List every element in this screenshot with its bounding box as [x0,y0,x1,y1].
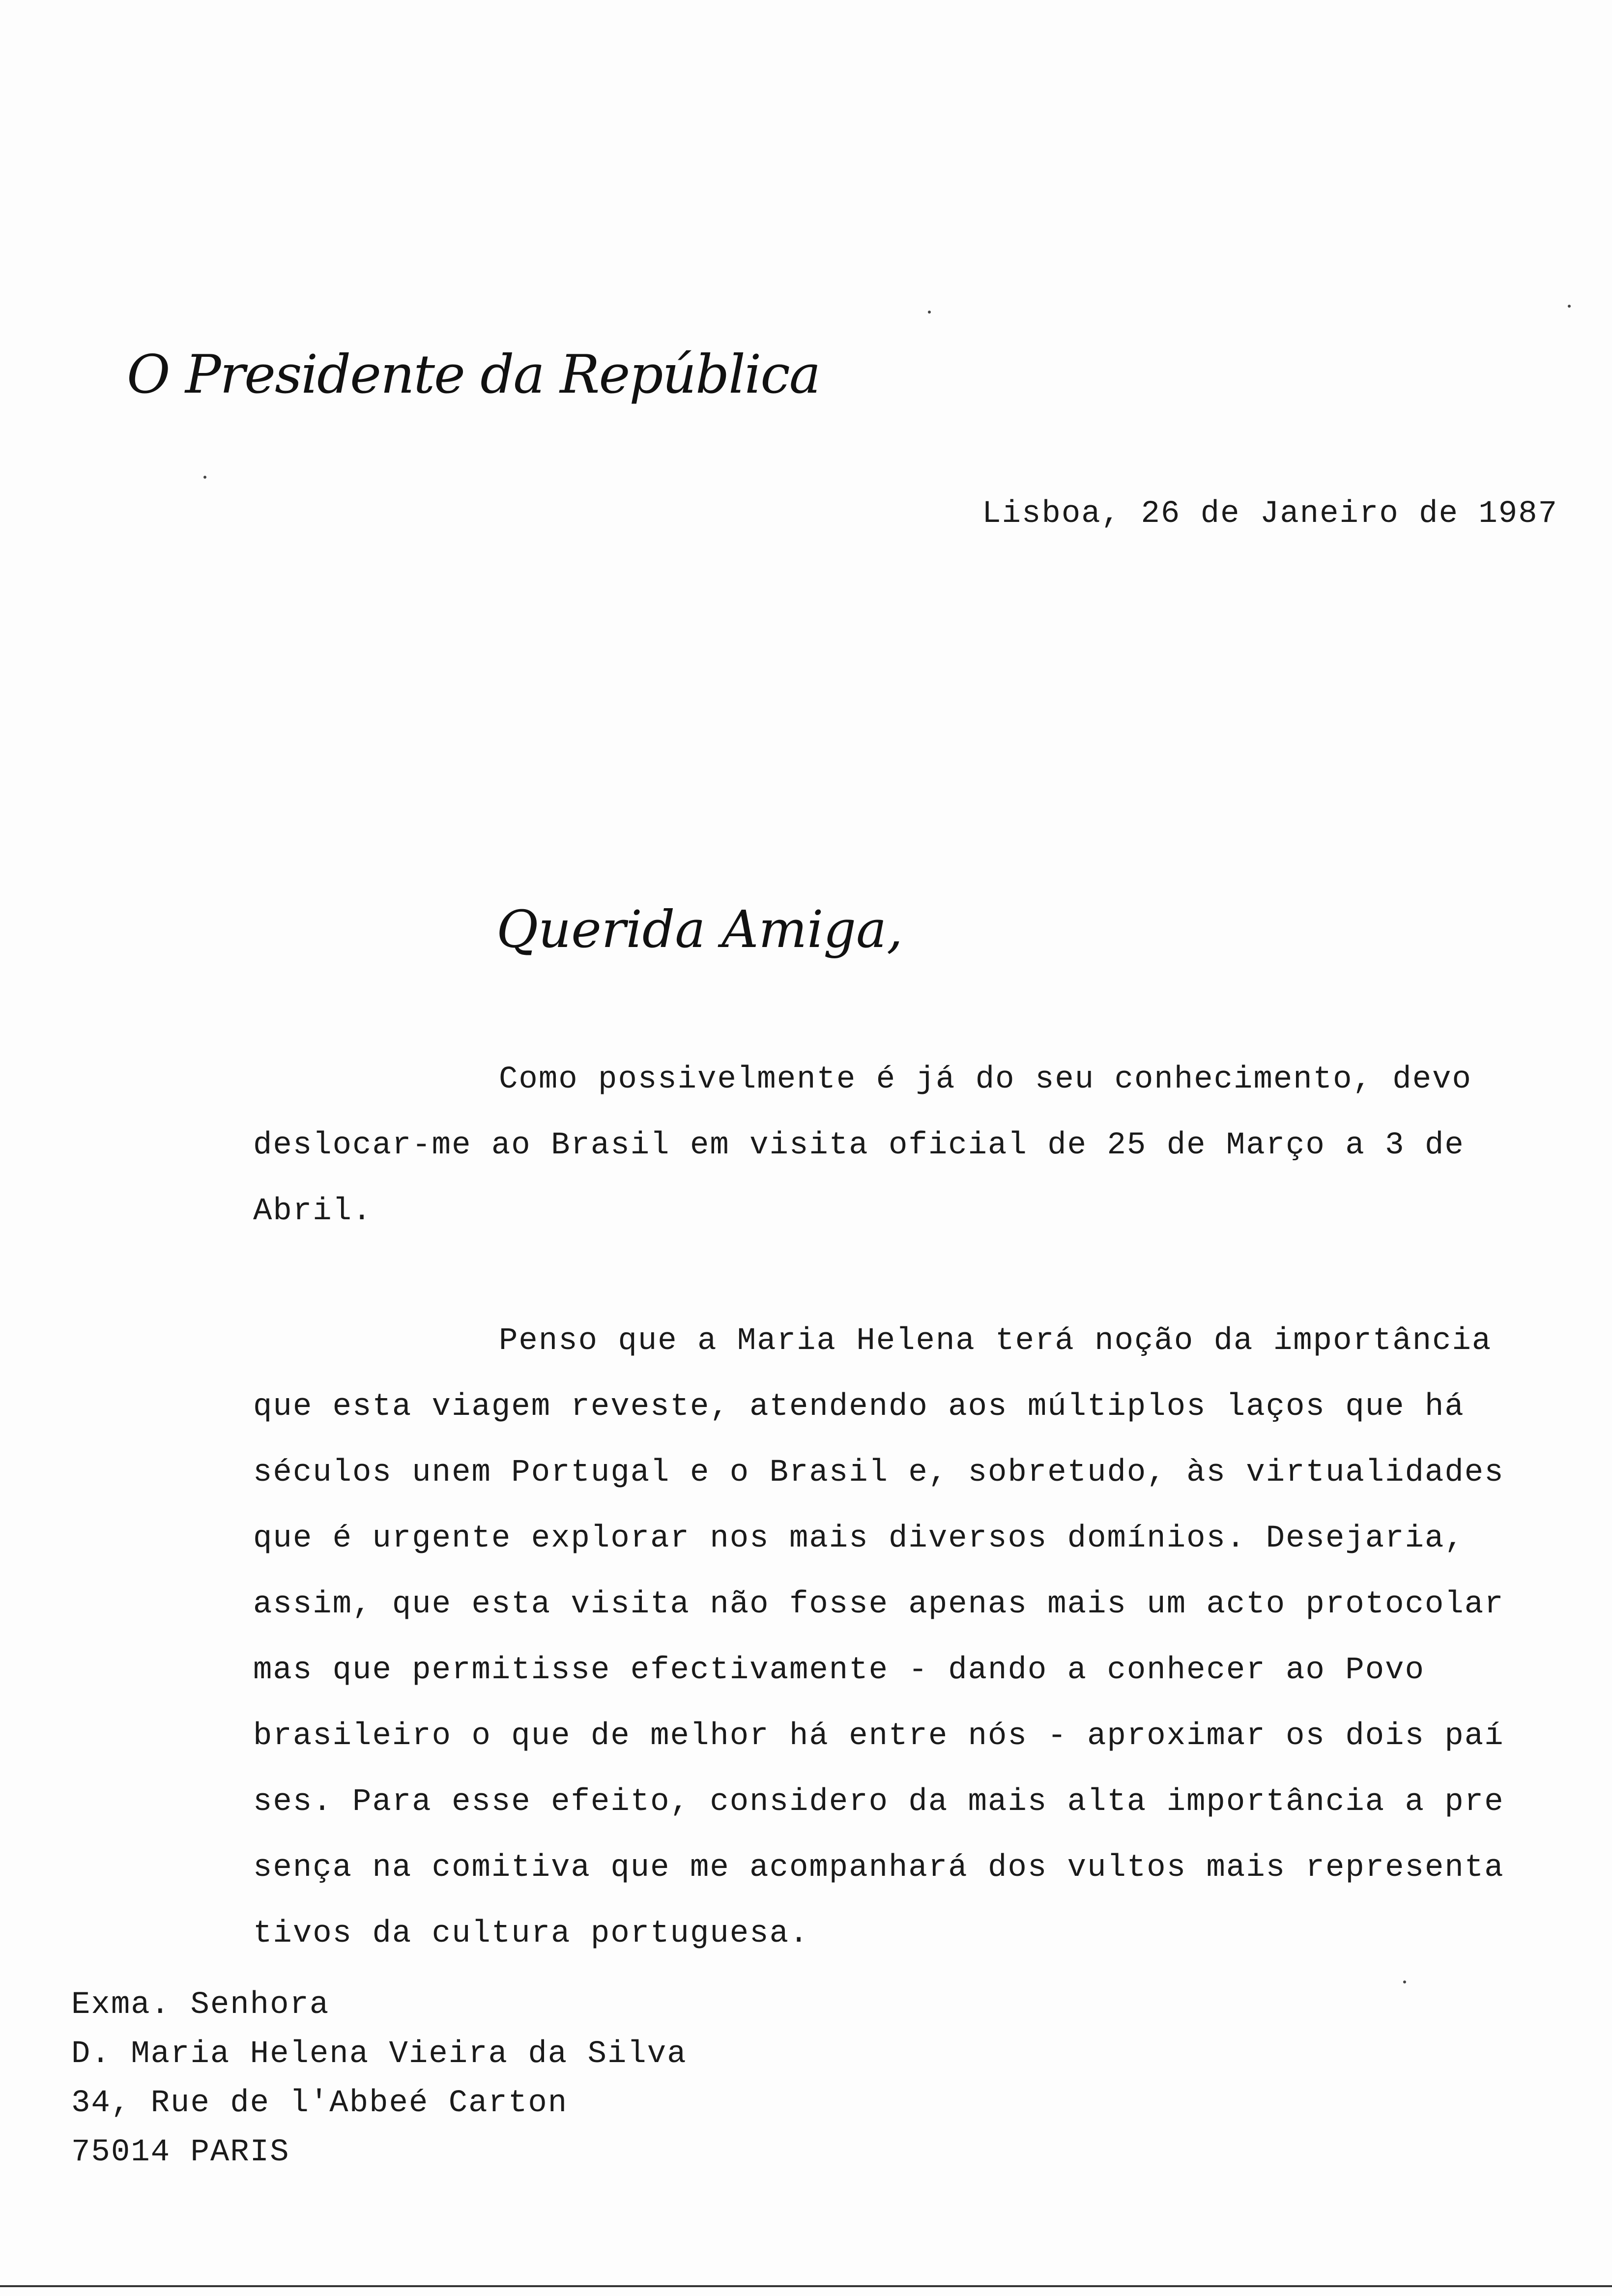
recipient-address [71,1980,687,2177]
scan-speck [1403,1980,1406,1983]
scan-speck [928,311,931,314]
scan-speck [1568,305,1571,308]
letter-body [253,1047,1541,1967]
letterhead: O Presidente da República [127,344,820,405]
scan-speck [203,476,206,479]
body-line: brasileiro o que de melhor há entre nós - aproximar os dois paí [253,1719,1504,1754]
body-line: Como possivelmente é já do seu conhecimento, devo [499,1062,1472,1097]
address-line: 75014 PARIS [71,2135,290,2170]
body-line: séculos unem Portugal e o Brasil e, sobretudo, às virtualidades [253,1455,1504,1491]
address-line: Exma. Senhora [71,1987,330,2023]
paragraph-1 [253,1047,1541,1244]
address-line: 34, Rue de l'Abbeé Carton [71,2086,568,2121]
dateline: Lisboa, 26 de Janeiro de 1987 [982,496,1558,532]
bottom-rule [0,2285,1612,2287]
paragraph-2 [253,1308,1541,1967]
body-line: ses. Para esse efeito, considero da mais alta importância a pre [253,1784,1504,1820]
body-line: deslocar-me ao Brasil em visita oficial de 25 de Março a 3 de [253,1128,1465,1163]
body-line: Penso que a Maria Helena terá noção da importância [499,1323,1492,1359]
body-line: tivos da cultura portuguesa. [253,1916,809,1952]
address-line: D. Maria Helena Vieira da Silva [71,2037,687,2072]
body-line: que esta viagem reveste, atendendo aos múltiplos laços que há [253,1389,1465,1425]
body-line: que é urgente explorar nos mais diversos domínios. Desejaria, [253,1521,1465,1556]
body-line: mas que permitisse efectivamente - dando a conhecer ao Povo [253,1653,1425,1688]
body-line: sença na comitiva que me acompanhará dos vultos mais representa [253,1850,1504,1886]
salutation: Querida Amiga, [496,899,903,959]
body-line: assim, que esta visita não fosse apenas mais um acto protocolar [253,1587,1504,1622]
body-line: Abril. [253,1194,373,1229]
